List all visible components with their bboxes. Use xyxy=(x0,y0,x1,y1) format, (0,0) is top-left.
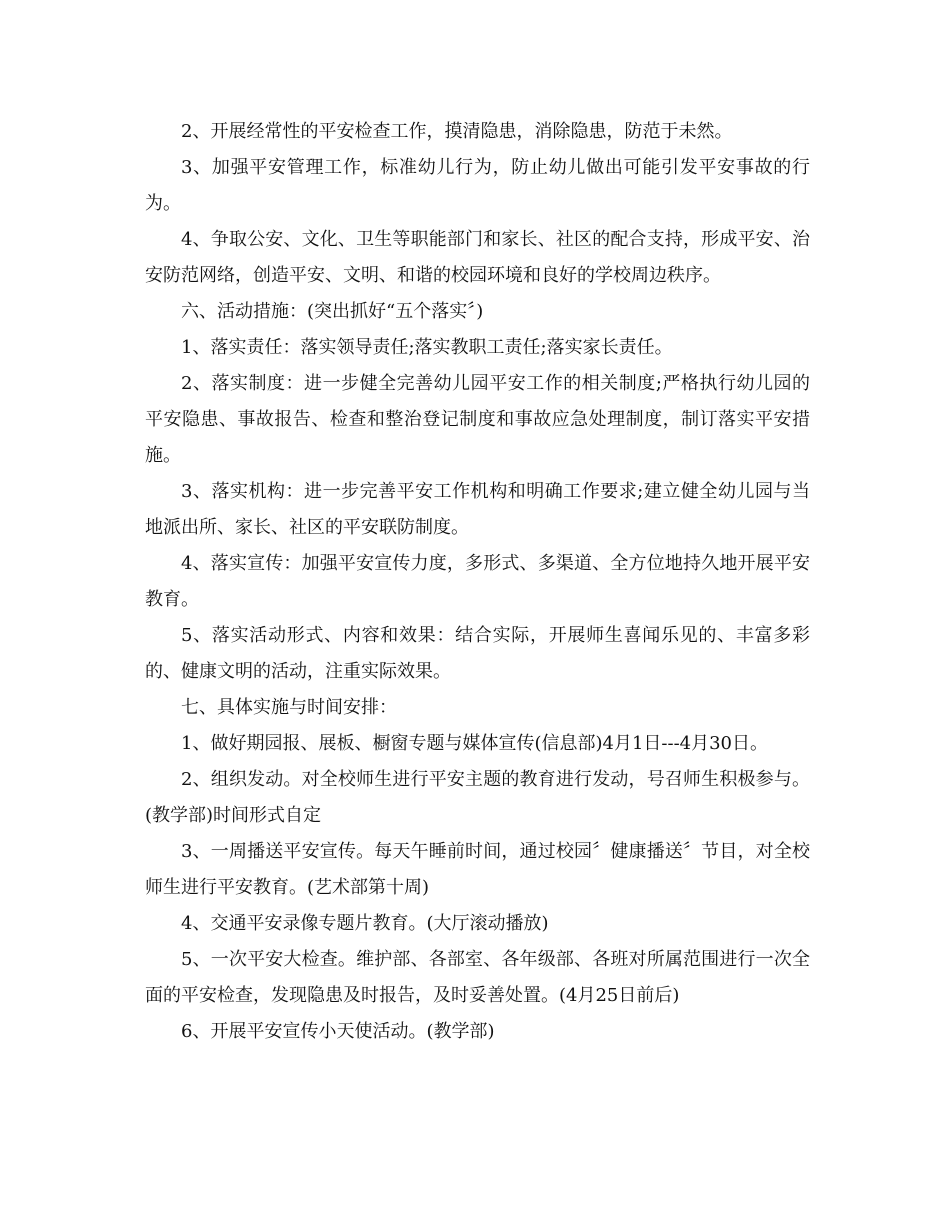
section-heading: 七、具体实施与时间安排： xyxy=(181,697,397,718)
paragraph: 2、开展经常性的平安检查工作，摸清隐患，消除隐患，防范于未然。 xyxy=(181,121,733,142)
document-body xyxy=(145,114,810,1050)
paragraph: 4、交通平安录像专题片教育。(大厅滚动播放) xyxy=(181,913,549,934)
paragraph: 3、加强平安管理工作，标准幼儿行为，防止幼儿做出可能引发平安事故的行为。 xyxy=(145,157,810,214)
paragraph: 1、做好期园报、展板、橱窗专题与媒体宣传(信息部)4月1日---4月30日。 xyxy=(181,733,769,754)
paragraph: 3、落实机构：进一步完善平安工作机构和明确工作要求;建立健全幼儿园与当地派出所、家长、社区的平安联防制度。 xyxy=(145,481,810,538)
paragraph: 5、落实活动形式、内容和效果：结合实际，开展师生喜闻乐见的、丰富多彩的、健康文明的活动，注重实际效果。 xyxy=(145,625,810,682)
paragraph: 4、落实宣传：加强平安宣传力度，多形式、多渠道、全方位地持久地开展平安教育。 xyxy=(145,553,810,610)
paragraph: 3、一周播送平安宣传。每天午睡前时间，通过校园〞健康播送〞节目，对全校师生进行平安教育。(艺术部第十周) xyxy=(145,841,810,898)
paragraph: 1、落实责任：落实领导责任;落实教职工责任;落实家长责任。 xyxy=(181,337,673,358)
paragraph: 4、争取公安、文化、卫生等职能部门和家长、社区的配合支持，形成平安、治安防范网络，创造平安、文明、和谐的校园环境和良好的学校周边秩序。 xyxy=(145,229,810,286)
paragraph: 5、一次平安大检查。维护部、各部室、各年级部、各班对所属范围进行一次全面的平安检查，发现隐患及时报告，及时妥善处置。(4月25日前后) xyxy=(145,949,810,1006)
paragraph: 6、开展平安宣传小天使活动。(教学部) xyxy=(181,1021,495,1042)
paragraph: 2、落实制度：进一步健全完善幼儿园平安工作的相关制度;严格执行幼儿园的平安隐患、事故报告、检查和整治登记制度和事故应急处理制度，制订落实平安措施。 xyxy=(145,373,810,466)
section-heading: 六、活动措施：(突出抓好“五个落实〞) xyxy=(181,301,484,322)
paragraph: 2、组织发动。对全校师生进行平安主题的教育进行发动，号召师生积极参与。(教学部)时间形式自定 xyxy=(145,769,810,826)
